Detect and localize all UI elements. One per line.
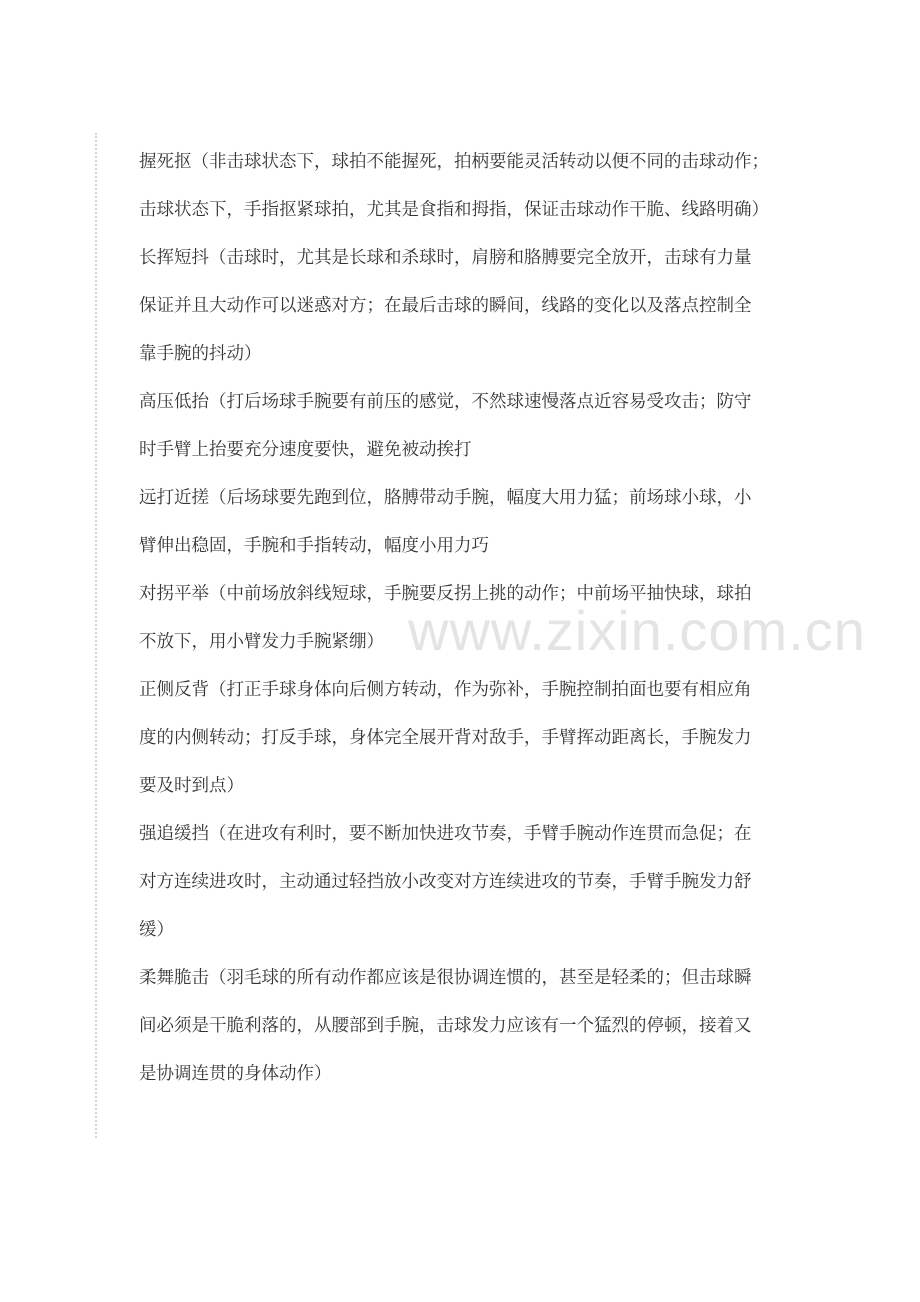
text-line: 握死抠（非击球状态下，球拍不能握死，拍柄要能灵活转动以便不同的击球动作；	[139, 152, 769, 172]
text-line: 远打近搓（后场球要先跑到位，胳膊带动手腕，幅度大用力猛；前场球小球，小	[139, 488, 752, 508]
text-line: 柔舞脆击（羽毛球的所有动作都应该是很协调连惯的，甚至是轻柔的；但击球瞬	[139, 968, 752, 988]
text-line: 缓）	[139, 920, 174, 940]
text-line: 击球状态下，手指抠紧球拍，尤其是食指和拇指，保证击球动作干脆、线路明确）	[139, 200, 769, 220]
text-line: 正侧反背（打正手球身体向后侧方转动，作为弥补，手腕控制拍面也要有相应角	[139, 680, 752, 700]
text-line: 度的内侧转动；打反手球，身体完全展开背对敌手，手臂挥动距离长，手腕发力	[139, 728, 752, 748]
text-line: 时手臂上抬要充分速度要快，避免被动挨打	[139, 440, 472, 460]
text-line: 强追缓挡（在进攻有利时，要不断加快进攻节奏，手臂手腕动作连贯而急促；在	[139, 824, 752, 844]
watermark: www.zixin.com.cn	[408, 599, 866, 662]
text-line: 高压低抬（打后场球手腕要有前压的感觉，不然球速慢落点近容易受攻击；防守	[139, 392, 752, 412]
text-line: 不放下，用小臂发力手腕紧绷）	[139, 632, 384, 652]
text-line: 对方连续进攻时，主动通过轻挡放小改变对方连续进攻的节奏，手臂手腕发力舒	[139, 872, 752, 892]
text-line: 保证并且大动作可以迷惑对方；在最后击球的瞬间，线路的变化以及落点控制全	[139, 296, 752, 316]
text-line: 是协调连贯的身体动作）	[139, 1064, 332, 1084]
text-line: 臂伸出稳固，手腕和手指转动，幅度小用力巧	[139, 536, 489, 556]
text-line: 靠手腕的抖动）	[139, 344, 262, 364]
text-line: 长挥短抖（击球时，尤其是长球和杀球时，肩膀和胳膊要完全放开，击球有力量	[139, 248, 752, 268]
dotted-margin-rule	[95, 133, 97, 1138]
text-line: 对拐平举（中前场放斜线短球，手腕要反拐上挑的动作；中前场平抽快球，球拍	[139, 584, 752, 604]
text-line: 要及时到点）	[139, 776, 244, 796]
text-line: 间必须是干脆利落的，从腰部到手腕，击球发力应该有一个猛烈的停顿，接着又	[139, 1016, 752, 1036]
document-body	[139, 138, 789, 1098]
